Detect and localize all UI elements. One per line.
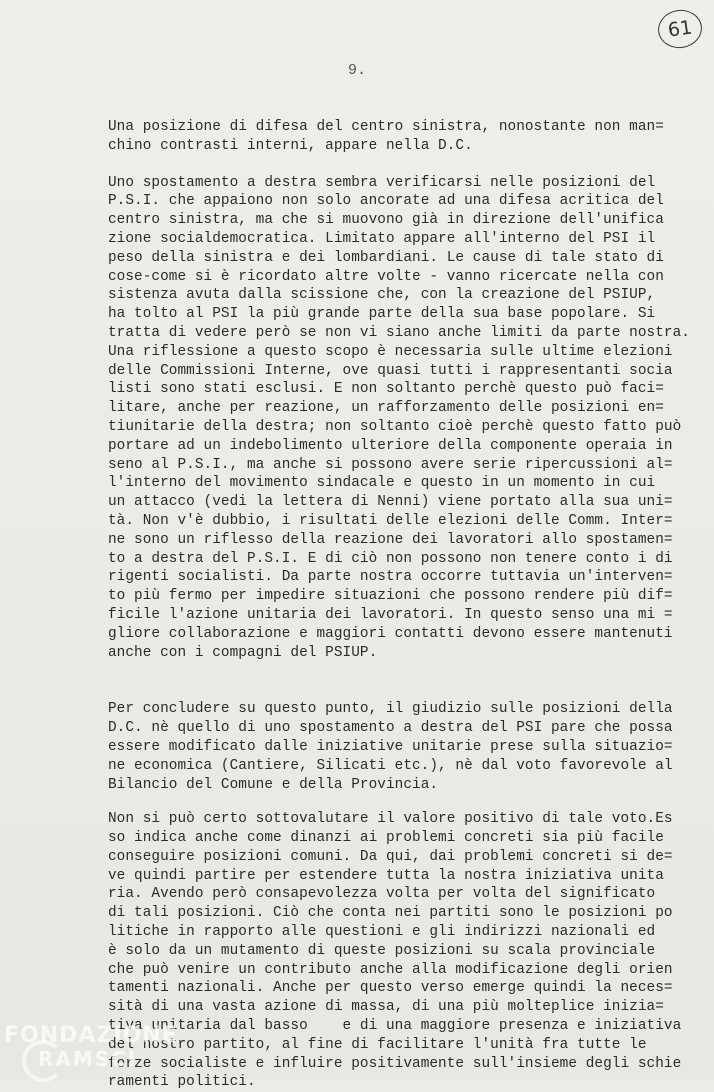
archive-watermark [4, 1024, 194, 1070]
text-line: sità di una vasta azione di massa, di una più molteplice inizia= [108, 999, 664, 1016]
page-number: 9. [347, 62, 366, 79]
text-line: del nostro partito, al fine di facilitare l'unità fra tutte le [108, 1036, 647, 1053]
text-line: tiva unitaria dal basso e di una maggiore presenza e iniziativa [108, 1018, 682, 1035]
text-line: ficile l'azione unitaria dei lavoratori. In questo senso una mi = [108, 606, 673, 623]
paragraph-3 [108, 700, 704, 794]
text-line: tà. Non v'è dubbio, i risultati delle elezioni delle Comm. Inter= [108, 512, 673, 529]
text-line: Per concludere su questo punto, il giudizio sulle posizioni della [108, 701, 673, 718]
text-line: Una posizione di difesa del centro sinistra, nonostante non man= [108, 119, 664, 135]
paragraph-4 [108, 810, 704, 1092]
text-line: P.S.I. che appaiono non solo ancorate ad una difesa acritica del [108, 193, 664, 210]
text-line: portare ad un indebolimento ulteriore della componente operaia in [108, 437, 673, 454]
text-line: Una riflessione a questo scopo è necessaria sulle ultime elezioni [108, 343, 673, 360]
paragraph-2 [108, 174, 704, 663]
text-line: seno al P.S.I., ma anche si possono avere serie ripercussioni al= [108, 456, 673, 473]
text-line: anche con i compagni del PSIUP. [108, 644, 378, 661]
text-line: gliore collaborazione e maggiori contatti devono essere mantenuti [108, 625, 673, 642]
text-line: ne sono un riflesso della reazione dei lavoratori allo spostamen= [108, 531, 673, 548]
text-line: so indica anche come dinanzi ai problemi concreti sia più facile [108, 830, 664, 847]
text-line: rigenti socialisti. Da parte nostra occorre tuttavia un'interven= [108, 569, 673, 586]
text-line: litare, anche per reazione, un rafforzamento delle posizioni en= [108, 400, 664, 417]
text-line: un attacco (vedi la lettera di Nenni) viene portato alla sua uni= [108, 494, 673, 511]
folio-number: 61 [666, 16, 694, 42]
typewritten-body [108, 118, 704, 1092]
text-line: ha tolto al PSI la più grande parte della sua base popolare. Si [108, 306, 656, 323]
text-line: to a destra del P.S.I. E di ciò non possono non tenere conto i di [108, 550, 673, 567]
text-line: l'interno del movimento sindacale e questo in un momento in cui [108, 475, 656, 492]
text-line: zione socialdemocratica. Limitato appare all'interno del PSI il [108, 230, 656, 247]
text-line: delle Commissioni Interne, ove quasi tutti i rappresentanti socia [108, 362, 673, 379]
text-line: listi sono stati esclusi. E non soltanto perchè questo può faci= [108, 381, 664, 398]
text-line: conseguire posizioni comuni. Da qui, dai problemi concreti si de= [108, 848, 673, 865]
text-line: ne economica (Cantiere, Silicati etc.), nè dal voto favorevole al [108, 757, 673, 774]
text-line: di tali posizioni. Ciò che conta nei partiti sono le posizioni po [108, 905, 673, 922]
folio-stamp [656, 7, 705, 51]
watermark-line-1: FONDAZIONE [4, 1023, 178, 1048]
text-line: tiunitarie della destra; non soltanto cioè perchè questo fatto può [108, 418, 682, 435]
text-line: to più fermo per impedire situazioni che possono rendere più dif= [108, 588, 673, 605]
text-line: litiche in rapporto alle questioni e gli indirizzi nazionali ed [108, 924, 656, 941]
text-line: Bilancio del Comune e della Provincia. [108, 776, 439, 793]
text-line: tamenti nazionali. Anche per questo verso emerge quindi la neces= [108, 980, 673, 997]
watermark-g-logo-icon [22, 1040, 64, 1082]
text-line: ria. Avendo però consapevolezza volta per volta del significato [108, 886, 656, 903]
text-line: Non si può certo sottovalutare il valore positivo di tale voto.Es [108, 811, 673, 828]
text-line: centro sinistra, ma che si muovono già in direzione dell'unifica [108, 212, 664, 229]
text-line: essere modificato dalle iniziative unitarie prese sulla situazio= [108, 738, 673, 755]
text-line: ramenti politici. [108, 1074, 256, 1091]
text-line: cose-come si è ricordato altre volte - vanno ricercate nella con [108, 268, 664, 285]
text-line: è solo da un mutamento di queste posizioni su scala provinciale [108, 942, 656, 959]
text-line: chino contrasti interni, appare nella D.C. [108, 137, 473, 154]
text-line: peso della sinistra e dei lombardiani. Le cause di tale stato di [108, 249, 664, 266]
text-line: Uno spostamento a destra sembra verificarsi nelle posizioni del [108, 174, 656, 191]
text-line: ve quindi partire per estendere tutta la nostra iniziativa unita [108, 867, 664, 884]
text-line: forze socialiste e influire positivamente sull'insieme degli schie [108, 1055, 682, 1072]
text-line: tratta di vedere però se non vi siano anche limiti da parte nostra. [108, 324, 690, 341]
text-line: D.C. nè quello di uno spostamento a destra del PSI pare che possa [108, 720, 673, 737]
text-line: che può venire un contributo anche alla modificazione degli orien [108, 961, 673, 978]
paragraph-1 [108, 118, 704, 156]
watermark-line-2: RAMSCI [38, 1047, 138, 1071]
text-line: sistenza avuta dalla scissione che, con la creazione del PSIUP, [108, 287, 656, 304]
